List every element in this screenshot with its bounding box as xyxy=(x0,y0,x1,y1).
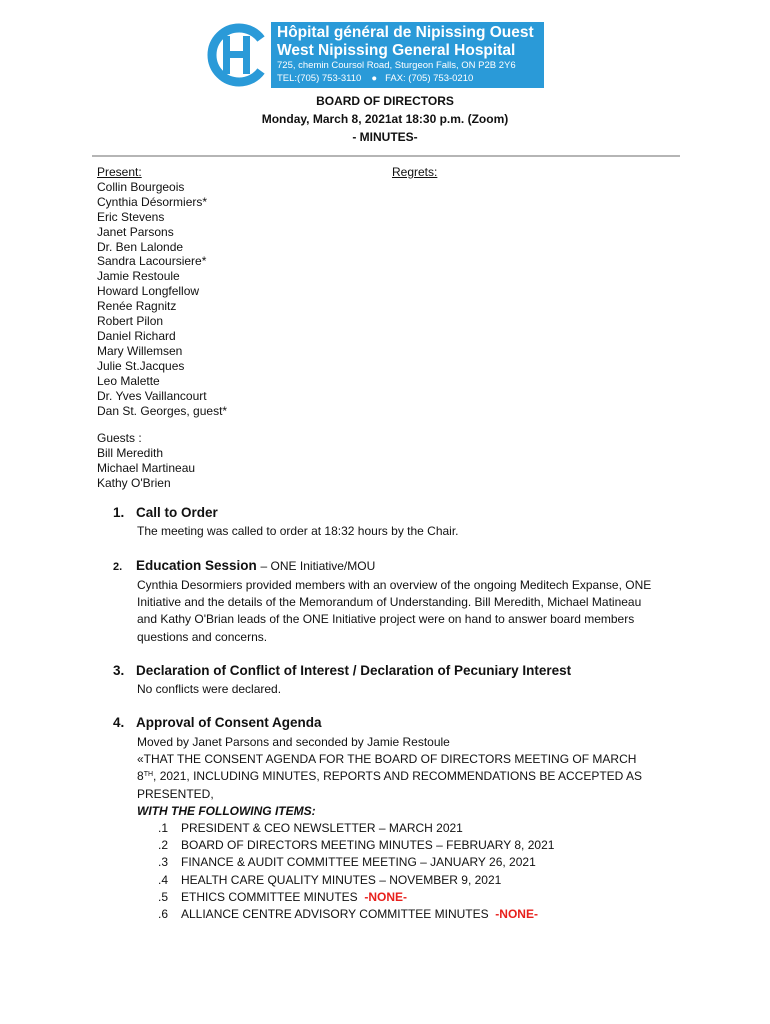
section-heading-call-to-order xyxy=(113,505,218,520)
list-item: Janet Parsons xyxy=(97,224,174,239)
agenda-item xyxy=(158,889,554,906)
item-text: ETHICS COMMITTEE MINUTES xyxy=(181,889,358,904)
list-item: Howard Longfellow xyxy=(97,284,200,299)
item-number: .5 xyxy=(158,889,169,904)
item-number: .4 xyxy=(158,872,169,887)
section-heading-education-session xyxy=(113,558,375,573)
list-item: Daniel Richard xyxy=(97,328,176,343)
section-number: 4. xyxy=(113,715,125,730)
regrets-label: Regrets: xyxy=(392,165,438,179)
paragraph-line: Initiative and the details of the Memorandum of Understanding. Bill Meredith, Michael Matineau xyxy=(137,595,642,610)
section-title: Declaration of Conflict of Interest / Declaration of Pecuniary Interest xyxy=(136,663,572,678)
document-title: BOARD OF DIRECTORS xyxy=(316,94,454,108)
motion-mover: Moved by Janet Parsons and seconded by Jamie Restoule xyxy=(137,735,450,749)
section-number: 1. xyxy=(113,505,125,520)
guests-label: Guests : xyxy=(97,431,142,445)
motion-line: PRESENTED, xyxy=(137,786,214,801)
item-number: .3 xyxy=(158,855,169,870)
agenda-item xyxy=(158,872,554,889)
list-item: Eric Stevens xyxy=(97,209,165,224)
hospital-fax: FAX: (705) 753-0210 xyxy=(385,73,474,84)
motion-line: «THAT THE CONSENT AGENDA FOR THE BOARD OF DIRECTORS MEETING OF MARCH xyxy=(137,752,637,767)
list-item: Mary Willemsen xyxy=(97,343,183,358)
list-item: Michael Martineau xyxy=(97,460,196,475)
document-type: - MINUTES- xyxy=(352,130,418,144)
item-text: PRESIDENT & CEO NEWSLETTER – MARCH 2021 xyxy=(181,821,463,835)
section-body-education-session xyxy=(137,577,651,646)
consent-agenda-items xyxy=(158,820,554,923)
regrets-list xyxy=(392,165,437,180)
list-item: Dan St. Georges, guest* xyxy=(97,403,228,418)
agenda-item xyxy=(158,837,554,854)
section-body-call-to-order xyxy=(137,523,459,540)
section-heading-consent-agenda xyxy=(113,715,322,730)
paragraph-line: questions and concerns. xyxy=(137,629,268,644)
list-item: Kathy O'Brien xyxy=(97,475,171,490)
agenda-item xyxy=(158,820,554,837)
section-number: 3. xyxy=(113,663,125,678)
hospital-name-fr: Hôpital général de Nipissing Ouest xyxy=(277,24,534,41)
list-item: Julie St.Jacques xyxy=(97,358,185,373)
paragraph-line: No conflicts were declared. xyxy=(137,682,282,696)
list-item: Bill Meredith xyxy=(97,445,164,460)
item-text: ALLIANCE CENTRE ADVISORY COMMITTEE MINUTES xyxy=(181,907,489,922)
hospital-phone: TEL:(705) 753-3110 xyxy=(277,73,362,84)
section-title: Call to Order xyxy=(136,505,218,520)
list-item: Dr. Yves Vaillancourt xyxy=(97,388,207,403)
agenda-item xyxy=(158,854,554,871)
paragraph-line: and Kathy O'Brian leads of the ONE Initiative project were on hand to answer board members xyxy=(137,612,635,627)
none-flag: -NONE- xyxy=(364,889,408,904)
section-number: 2. xyxy=(113,561,123,573)
list-item: Collin Bourgeois xyxy=(97,179,185,194)
item-number: .1 xyxy=(158,821,169,835)
motion-line xyxy=(137,768,642,785)
list-item: Leo Malette xyxy=(97,373,160,388)
none-flag: -NONE- xyxy=(495,907,538,922)
hospital-name-en: West Nipissing General Hospital xyxy=(277,42,516,59)
present-label: Present: xyxy=(97,165,142,179)
list-item: Cynthia Désormiers* xyxy=(97,194,208,209)
item-text: FINANCE & AUDIT COMMITTEE MEETING – JANUARY 26, 2021 xyxy=(181,855,536,870)
section-subtitle: – ONE Initiative/MOU xyxy=(260,559,376,573)
list-item: Dr. Ben Lalonde xyxy=(97,239,184,254)
guests-list xyxy=(97,431,195,491)
hospital-logo xyxy=(203,22,544,88)
with-items-label: WITH THE FOLLOWING ITEMS: xyxy=(137,803,316,818)
section-title: Education Session xyxy=(136,558,257,573)
hospital-contact xyxy=(277,73,473,84)
motion-line-rest: , 2021, INCLUDING MINUTES, REPORTS AND RECOMMENDATIONS BE ACCEPTED AS xyxy=(153,769,643,784)
hospital-name-banner xyxy=(271,22,544,88)
item-text: HEALTH CARE QUALITY MINUTES – NOVEMBER 9, 2021 xyxy=(181,872,502,887)
hospital-logo-icon xyxy=(203,22,275,88)
list-item: Sandra Lacoursiere* xyxy=(97,254,207,269)
section-heading-conflict-of-interest xyxy=(113,663,571,678)
separator-dot: ● xyxy=(371,73,378,84)
motion-day-suffix: TH xyxy=(143,771,154,779)
section-title: Approval of Consent Agenda xyxy=(136,715,322,730)
item-number: .2 xyxy=(158,838,169,853)
motion-day: 8 xyxy=(137,769,144,784)
hospital-address: 725, chemin Coursol Road, Sturgeon Falls, ON P2B 2Y6 xyxy=(277,60,516,71)
section-body-consent-agenda xyxy=(137,734,642,820)
paragraph-line: The meeting was called to order at 18:32 hours by the Chair. xyxy=(137,524,459,538)
list-item: Renée Ragnitz xyxy=(97,299,177,314)
paragraph-line: Cynthia Desormiers provided members with an overview of the ongoing Meditech Expanse, ONE xyxy=(137,578,652,592)
header-divider xyxy=(92,155,680,157)
agenda-item xyxy=(158,906,554,923)
section-body-conflict-of-interest xyxy=(137,681,281,698)
item-number: .6 xyxy=(158,907,169,922)
present-list xyxy=(97,165,227,418)
list-item: Jamie Restoule xyxy=(97,269,180,284)
meeting-date: Monday, March 8, 2021at 18:30 p.m. (Zoom) xyxy=(261,112,509,126)
list-item: Robert Pilon xyxy=(97,314,164,329)
item-text: BOARD OF DIRECTORS MEETING MINUTES – FEBRUARY 8, 2021 xyxy=(181,838,555,853)
